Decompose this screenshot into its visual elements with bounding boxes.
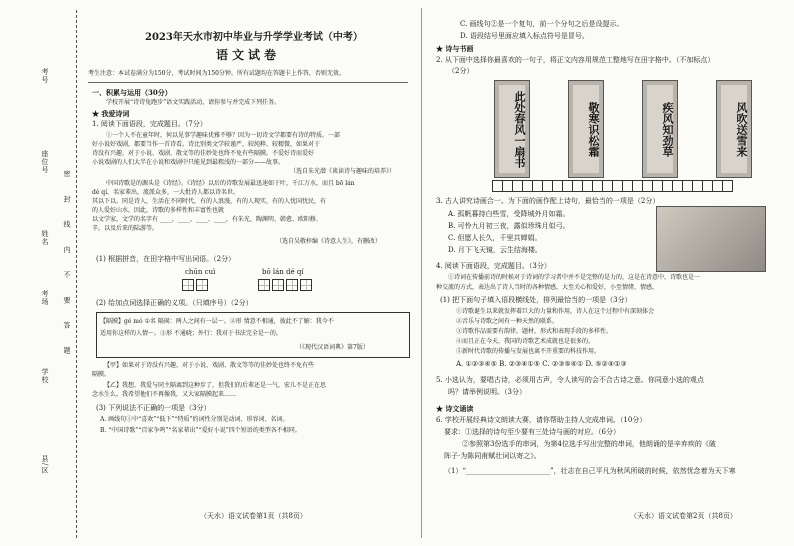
- calligraphy-1-text: 此处春风一扇书: [499, 85, 525, 173]
- q2-answer-grid[interactable]: [492, 180, 732, 192]
- para2-line4: 的人爱好山水，因此，诗歌的多样性和丰富性也就: [92, 207, 225, 214]
- q2-stem: 2. 从下面中选择你最喜欢的一句子，将正文内容用规范工整地写在田字格中。（不加标点）: [436, 56, 715, 64]
- q4-1-stem: (1) 把下面句子填入语段横线处，排列最恰当的一项是（3分）: [440, 296, 632, 304]
- q3-option-b: B. 可怜九月初三夜，露似珍珠月似弓。: [448, 222, 570, 230]
- poem-painting: [656, 206, 766, 272]
- task3-heading: ★ 诗文诵读: [436, 404, 474, 413]
- para1-line3: 诗没有兴趣，对于小说、戏剧、散文等的佳妙处也终不免有些隔膜。不爱好诗而爱好: [92, 150, 315, 157]
- para2-line3: 其以下以。同是诗人，生活在不同时代，有的人浪漫，有的人现实，有的人忧国忧民，有: [92, 198, 327, 205]
- answer-grid-bolandeqi[interactable]: [258, 279, 314, 291]
- left-page-footer: （天水）语文试卷第1页（共8页）: [200, 512, 307, 520]
- q1-1-stem: (1) 根据拼音，在田字格中写出词语。（2分）: [96, 255, 236, 263]
- title-divider: [88, 82, 408, 83]
- q4-para-line2: 种交流的方式，表达出了诗人当时的各种情感，大至关心和爱好，小至情绪、情感，: [436, 284, 659, 291]
- margin-seat-no: 座位号: [41, 150, 49, 174]
- section1-heading: 一、积累与运用（30分）: [92, 88, 172, 97]
- right-page-footer: （天水）语文试卷第2页（共8页）: [630, 512, 737, 520]
- q5-stem-line2: 吗？请举例说明。（3分）: [448, 388, 526, 396]
- margin-district: 县/区: [41, 455, 49, 475]
- calligraphy-3-text: 疾风知劲草: [647, 85, 673, 173]
- example-a-line2: 隔膜。: [92, 371, 111, 378]
- para2-source: （选自吴敬梓编《诗意人生》，有删改）: [276, 238, 382, 245]
- margin-seal-line: 密 封 线 内 不 要 答 题: [63, 170, 71, 362]
- q1-3-stem: (3) 下列说法不正确的一项是（3分）: [96, 404, 211, 412]
- q1-3-option-a: A. 画线句①中“喜欢”“低下”“特质”的词性分别是动词、形容词、名词。: [100, 416, 289, 423]
- q4-options: A. ①②③④⑤ B. ②③④①⑤ C. ②③⑤④① D. ⑤②④①③: [456, 360, 627, 368]
- calligraphy-2: [568, 80, 604, 178]
- q4-stem: 4. 阅读下面语段，完成题目。（3分）: [436, 262, 551, 270]
- q6-blank-line[interactable]: （1）“________________________”，壮志在自己平凡为秋风所破的时候，依然忧念着为天下寒: [444, 467, 736, 475]
- calligraphy-1: [494, 80, 530, 178]
- q3-option-d: D. 月下飞天镜，云生结海楼。: [448, 246, 542, 254]
- margin-exam-no: 考号: [41, 68, 49, 84]
- dict-line1: 【隔膜】gé mó ①名 隔阂：两人之间有一层～。②形 情意不相通，彼此不了解：我今不: [100, 318, 334, 325]
- calligraphy-4: [716, 80, 752, 178]
- q4-para-line1: ①诗词在传播前诗的时候对于诗词的学习者中并不是完整的是力的，这是在诗意中，诗歌也是一: [448, 274, 701, 281]
- q4-sentence-1: ①诗歌诞生以来就发挥着巨大的力量和作用，诗人在这个过程中有深刻体会: [456, 308, 655, 315]
- example-b-line1: 【乙】我想，我爱与同主隔离到这种步了，但我们的后辈还是一气，宏儿不是正在思: [104, 382, 327, 389]
- q4-sentence-5: ⑤新时代诗歌的传播与发展也离不开重要的科技作用。: [456, 348, 601, 355]
- q1-3-option-d: D. 语段结号里面应填入标点符号是冒号。: [460, 32, 589, 40]
- exam-title: 2023年天水市初中毕业与升学学业考试（中考）: [145, 32, 363, 43]
- para1-source: （选自朱光潜《谈读诗与趣味的培养》）: [290, 168, 396, 175]
- q1-stem: 1. 阅读下面语段，完成题目。（7分）: [92, 120, 207, 128]
- para1-line2: 好小说好戏剧，都要当作一首诗看。诗比别类文学较谨严，较纯粹、较精微，如果对于: [92, 141, 321, 148]
- q1-2-stem: (2) 给加点词选择正确的义项。（只填序号）（2分）: [96, 299, 253, 307]
- page-fold: [421, 8, 422, 538]
- dict-line2: 适用你这样的人情～。③形 不通晓；外行：我对于书法完全是～的。: [100, 330, 282, 337]
- q3-option-a: A. 孤帆暮持白些雪，受降城外月如霜。: [448, 210, 570, 218]
- q4-sentence-2: ②音乐与诗歌之间有一种天然的联系。: [456, 318, 559, 325]
- q6-requirement-1: 要求：①选择的诗句至少要有三处诗与画的对应。（6分）: [444, 428, 620, 436]
- margin-school: 学校: [41, 368, 49, 384]
- q6-requirement-2: ②参照第3份选手的串词，为第4位选手写出完整的串词，他朗诵的是辛弃疾的《破: [462, 440, 716, 448]
- para2-line2: dé qí，名家辈出，流派众多，一大批诗人都以诗名世。: [92, 189, 240, 196]
- pinyin-bolandeqi: bō lán dé qí: [262, 268, 304, 276]
- para1-line1: ①一个人不在童年时，何以见事学趣味优雅不够？因为一切诗文学都要有诗的特质。一部: [106, 132, 341, 139]
- para2-line6: 辛，以及后来的陆游等。: [92, 225, 159, 232]
- q3-stem: 3. 古人讲究诗画合一。为下面的画作配上诗句，最恰当的一项是（2分）: [436, 197, 660, 205]
- answer-grid-chuncui[interactable]: [182, 279, 210, 291]
- notice: 考生注意：本试卷满分为150分，考试时间为150分钟。所有试题均在答题卡上作答，否则无效。: [88, 70, 345, 77]
- para2-line1: 中国诗歌是的源头是《诗经》。《诗经》以后的诗歌发展最迅速如于叶，千江万水，而且 bō lán: [106, 180, 355, 187]
- q1-3-option-b: B. “中国诗歌”“百家争鸣”“名家辈出”“爱好小说”四个短语的类型各不相同。: [100, 427, 301, 434]
- task2-heading: ★ 诗与书画: [436, 44, 474, 53]
- q6-stem: 6. 学校开展经典诗文朗读大赛，请你帮助主持人完成串词。（10分）: [436, 416, 647, 424]
- exam-subtitle: 语文试卷: [216, 48, 281, 62]
- q2-score: （2分）: [448, 67, 474, 75]
- q1-3-option-c: C. 画线句②是一个复句，前一个分句之后是设提示。: [460, 20, 624, 28]
- dict-source: （《现代汉语词典》第7版）: [296, 344, 369, 351]
- calligraphy-4-text: 风吹送雪来: [721, 85, 747, 173]
- q6-requirement-3: 阵子·为陈同甫赋壮词以寄之》。: [444, 452, 541, 460]
- para1-line4: 小说戏剧的人们大半在小说和戏剧中只能见到最粗浅的一部分——故事。: [92, 159, 285, 166]
- margin-name: 姓名: [41, 230, 49, 246]
- margin-exam-room: 考场: [41, 290, 49, 306]
- example-a-line1: 【甲】如果对于诗没有兴趣，对于小说、戏剧、散文等等的佳妙处也终不免有些: [104, 362, 315, 369]
- q5-stem: 5. 小选认为，要唱古诗，必须用古声，令人读写的会不合古诗之意。你同意小选的观点: [436, 376, 704, 384]
- q3-option-c: C. 但愿人长久，千里共婵娟。: [448, 234, 542, 242]
- pinyin-chuncui: chūn cuì: [185, 268, 216, 276]
- example-b-line2: 念水生么。我希望他们不再像我，又大家隔膜起来……: [92, 391, 237, 398]
- q4-sentence-4: ④而且正在今天，我国的诗歌艺术成就也是很多的。: [456, 338, 595, 345]
- section1-intro: 学校开展“诗诗兔跑步”语文实践活动，请你参与并完成下列任务。: [106, 99, 281, 106]
- calligraphy-2-text: 敬寒识松霜: [573, 85, 599, 173]
- seal-line: [76, 10, 77, 538]
- task1-heading: ★ 我爱诗词: [92, 109, 130, 118]
- para2-line5: 以文学家，文学的名字有 ____，____、____、____，有朱光、陶渊明、韩愈、欧阳修、: [92, 216, 322, 223]
- calligraphy-3: [642, 80, 678, 178]
- q4-sentence-3: ③诗歌作品需要有韵律，题材，形式和表现手段的多样性。: [456, 328, 613, 335]
